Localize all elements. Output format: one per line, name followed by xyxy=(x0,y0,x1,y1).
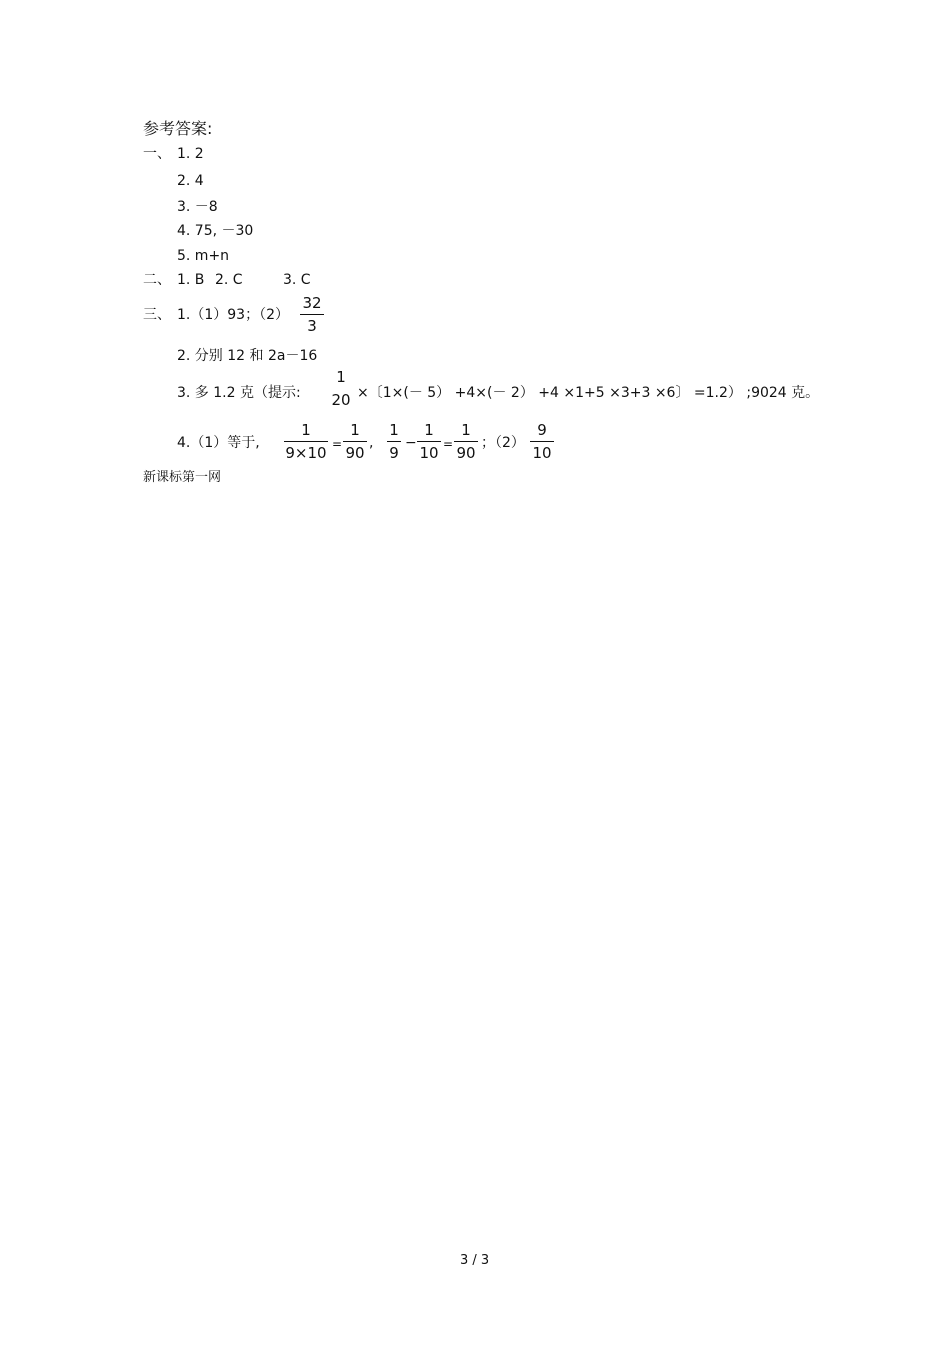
q4-fraction-3 xyxy=(387,423,401,461)
section-2-item-2: 2. C xyxy=(215,272,243,288)
q1-frac-denominator: 3 xyxy=(307,317,317,335)
section-2-item-3: 3. C xyxy=(283,272,311,288)
page-title: 参考答案: xyxy=(143,119,213,138)
q4-fraction-2 xyxy=(343,423,367,461)
q1-fraction xyxy=(300,296,324,334)
q2-text: 2. 分别 12 和 2a－16 xyxy=(177,348,318,364)
q1-prefix: 1.（1）93；（2） xyxy=(177,307,289,323)
q3-frac-denominator: 20 xyxy=(331,391,351,409)
q3-prefix: 3. 多 1.2 克（提示: xyxy=(177,385,301,401)
section-1-item-2: 2. 4 xyxy=(177,173,204,189)
q4-fraction-6 xyxy=(530,423,554,461)
q4-equals-2: = xyxy=(443,437,454,451)
q4-prefix: 4.（1）等于, xyxy=(177,435,260,451)
q4-f5-numerator: 1 xyxy=(461,421,471,439)
q4-comma: , xyxy=(369,435,374,451)
q4-f1-numerator: 1 xyxy=(301,421,311,439)
q4-part2-label: ；（2） xyxy=(481,435,525,451)
q4-equals-1: = xyxy=(332,437,343,451)
q3-fraction xyxy=(329,370,353,408)
section-2-label: 二、 xyxy=(143,272,171,288)
q4-f2-denominator: 90 xyxy=(345,444,365,462)
q4-f2-numerator: 1 xyxy=(350,421,360,439)
q4-f4-denominator: 10 xyxy=(419,444,439,462)
section-1-item-3: 3. －8 xyxy=(177,199,218,215)
q4-fraction-4 xyxy=(417,423,441,461)
q4-f6-numerator: 9 xyxy=(537,421,547,439)
q4-fraction-5 xyxy=(454,423,478,461)
source-label: 新课标第一网 xyxy=(143,470,222,485)
q3-frac-numerator: 1 xyxy=(336,368,346,386)
q1-frac-numerator: 32 xyxy=(302,294,322,312)
q4-f6-denominator: 10 xyxy=(532,444,552,462)
q4-fraction-1 xyxy=(284,423,328,461)
q4-f3-denominator: 9 xyxy=(389,444,399,462)
q4-minus: − xyxy=(405,435,417,451)
section-3-label: 三、 xyxy=(143,307,171,323)
section-1-item-4: 4. 75, －30 xyxy=(177,223,254,239)
q4-f3-numerator: 1 xyxy=(389,421,399,439)
page-number: 3 / 3 xyxy=(460,1253,490,1268)
q4-f5-denominator: 90 xyxy=(456,444,476,462)
section-1-item-5: 5. m+n xyxy=(177,248,230,264)
q4-f1-denominator: 9×10 xyxy=(285,444,327,462)
q3-suffix: ×〔1×(－ 5） +4×(－ 2） +4 ×1+5 ×3+3 ×6〕 =1.2） ;9024 克。 xyxy=(357,385,820,401)
section-2-item-1: 1. B xyxy=(177,272,205,288)
section-1-item-1: 1. 2 xyxy=(177,146,204,162)
q4-f4-numerator: 1 xyxy=(424,421,434,439)
section-1-label: 一、 xyxy=(143,146,171,162)
